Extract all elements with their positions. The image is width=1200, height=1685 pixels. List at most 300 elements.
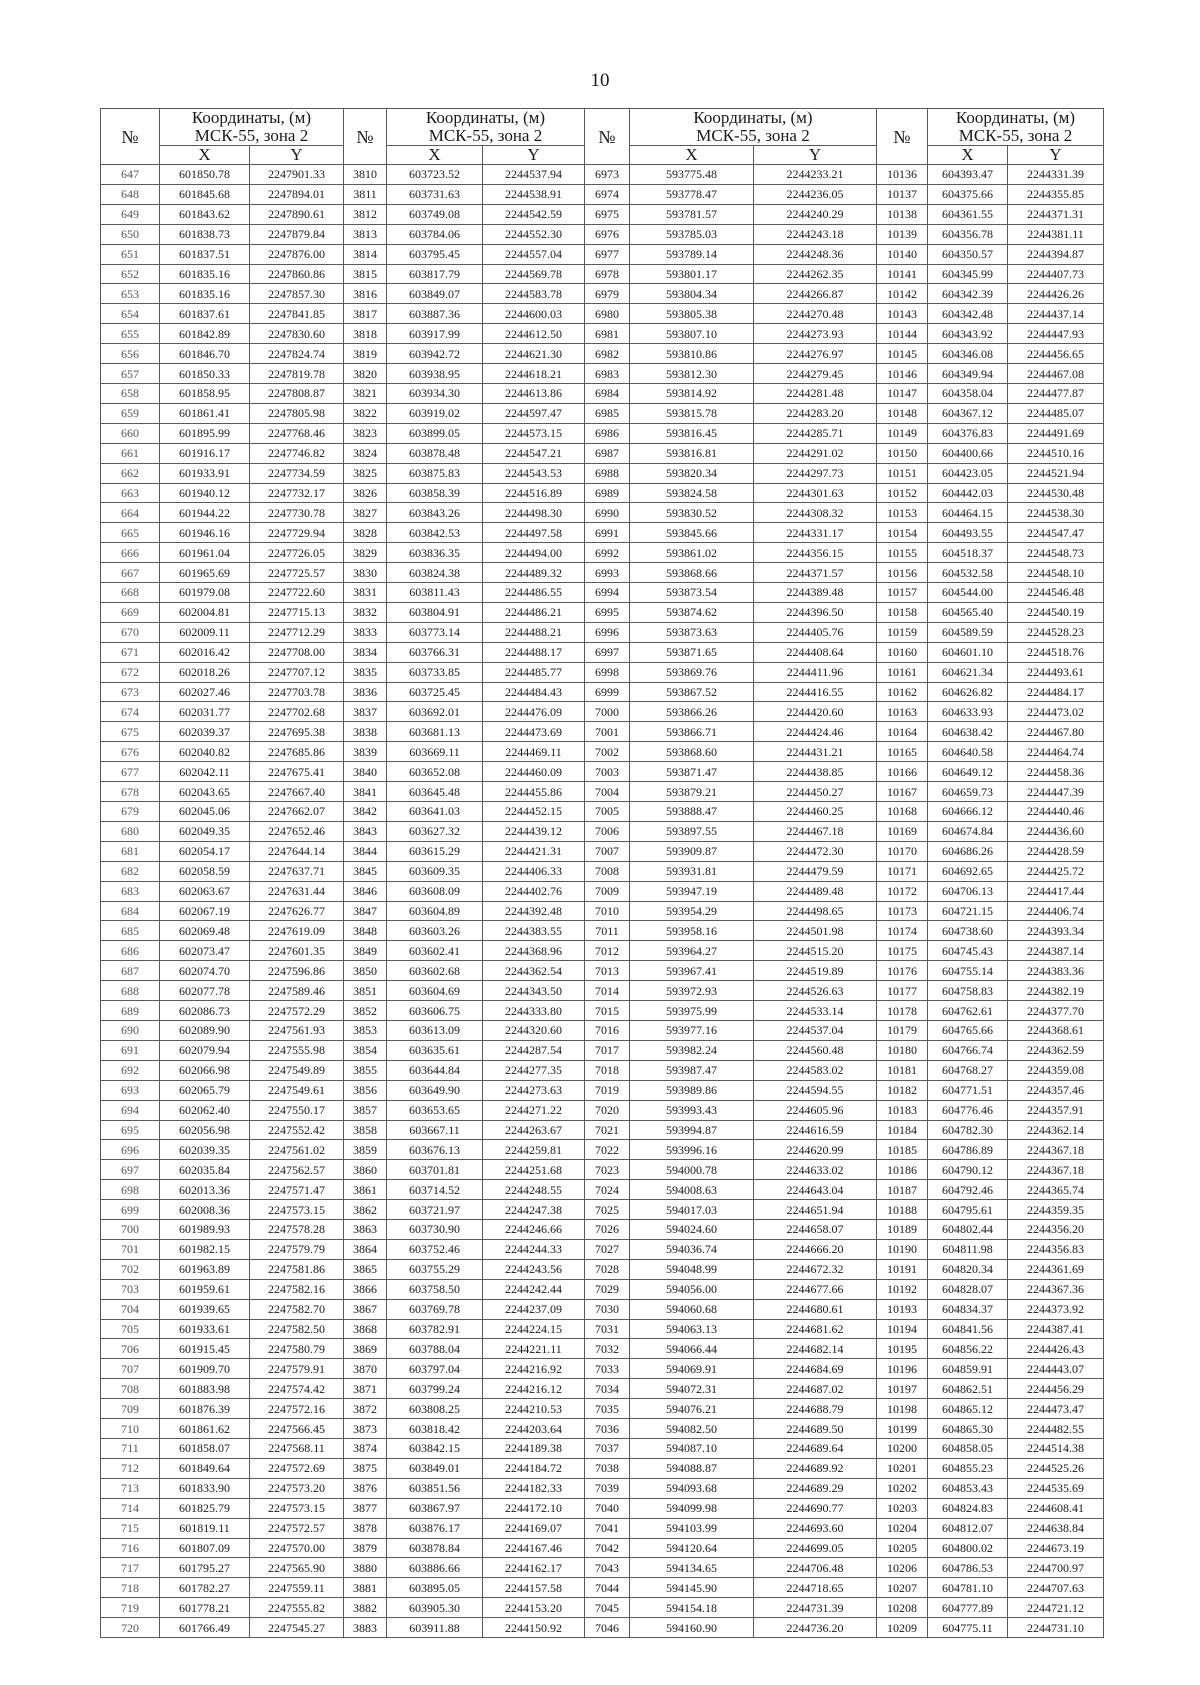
y-coordinate-cell: 2247695.38: [250, 722, 344, 742]
x-coordinate-cell: 601989.93: [160, 1220, 250, 1240]
x-coordinate-cell: 601940.12: [160, 483, 250, 503]
y-coordinate-cell: 2244320.60: [483, 1020, 585, 1040]
y-coordinate-cell: 2244371.57: [754, 563, 877, 583]
y-coordinate-cell: 2244621.30: [483, 344, 585, 364]
point-number-cell: 7009: [585, 881, 630, 901]
y-column-header: Y: [250, 146, 344, 165]
x-coordinate-cell: 601778.21: [160, 1598, 250, 1618]
coordinates-group-header: [630, 109, 877, 146]
point-number-cell: 3811: [344, 184, 387, 204]
x-coordinate-cell: 602077.78: [160, 981, 250, 1001]
x-coordinate-cell: 601895.99: [160, 423, 250, 443]
x-coordinate-cell: 603824.38: [387, 563, 483, 583]
x-coordinate-cell: 601861.62: [160, 1419, 250, 1439]
point-number-cell: 7020: [585, 1100, 630, 1120]
coordinates-table-wrapper: [100, 108, 1103, 1638]
x-coordinate-cell: 603905.30: [387, 1598, 483, 1618]
y-coordinate-cell: 2244248.36: [754, 244, 877, 264]
point-number-cell: 10148: [877, 403, 928, 423]
x-coordinate-cell: 593993.43: [630, 1100, 754, 1120]
point-number-cell: 10161: [877, 662, 928, 682]
point-number-cell: 657: [101, 364, 160, 384]
x-coordinate-cell: 601835.16: [160, 284, 250, 304]
x-coordinate-cell: 594082.50: [630, 1419, 754, 1439]
point-number-cell: 703: [101, 1279, 160, 1299]
point-number-cell: 695: [101, 1120, 160, 1140]
y-coordinate-cell: 2244387.14: [1008, 941, 1104, 961]
x-coordinate-cell: 604828.07: [928, 1279, 1008, 1299]
point-number-cell: 7001: [585, 722, 630, 742]
x-coordinate-cell: 603919.02: [387, 403, 483, 423]
x-coordinate-cell: 594099.98: [630, 1498, 754, 1518]
y-coordinate-cell: 2247580.79: [250, 1339, 344, 1359]
table-row: [101, 1239, 1104, 1259]
table-row: [101, 1538, 1104, 1558]
x-coordinate-cell: 593947.19: [630, 881, 754, 901]
x-coordinate-cell: 594087.10: [630, 1439, 754, 1459]
x-coordinate-cell: 603723.52: [387, 165, 483, 185]
table-row: [101, 1299, 1104, 1319]
y-coordinate-cell: 2247857.30: [250, 284, 344, 304]
table-row: [101, 383, 1104, 403]
y-coordinate-cell: 2244416.55: [754, 682, 877, 702]
y-coordinate-cell: 2244498.30: [483, 503, 585, 523]
x-coordinate-cell: 603911.88: [387, 1618, 483, 1638]
x-coordinate-cell: 603917.99: [387, 324, 483, 344]
table-row: [101, 1598, 1104, 1618]
y-coordinate-cell: 2244243.18: [754, 224, 877, 244]
y-coordinate-cell: 2244271.22: [483, 1100, 585, 1120]
y-coordinate-cell: 2244355.85: [1008, 184, 1104, 204]
table-row: [101, 264, 1104, 284]
x-coordinate-cell: 604376.83: [928, 423, 1008, 443]
x-coordinate-cell: 601807.09: [160, 1538, 250, 1558]
point-number-cell: 10181: [877, 1060, 928, 1080]
point-number-cell: 10147: [877, 383, 928, 403]
y-coordinate-cell: 2244361.69: [1008, 1259, 1104, 1279]
point-number-cell: 706: [101, 1339, 160, 1359]
x-coordinate-cell: 603851.56: [387, 1478, 483, 1498]
y-coordinate-cell: 2244467.80: [1008, 722, 1104, 742]
point-number-cell: 7010: [585, 901, 630, 921]
x-coordinate-cell: 593909.87: [630, 841, 754, 861]
point-number-cell: 654: [101, 304, 160, 324]
point-number-cell: 7015: [585, 1001, 630, 1021]
y-coordinate-cell: 2244382.19: [1008, 981, 1104, 1001]
x-coordinate-cell: 603817.79: [387, 264, 483, 284]
table-row: [101, 1080, 1104, 1100]
x-coordinate-cell: 604777.89: [928, 1598, 1008, 1618]
x-coordinate-cell: 603849.01: [387, 1458, 483, 1478]
y-coordinate-cell: 2244600.03: [483, 304, 585, 324]
point-number-cell: 3832: [344, 602, 387, 622]
y-coordinate-cell: 2244406.74: [1008, 901, 1104, 921]
point-number-cell: 10209: [877, 1618, 928, 1638]
point-number-cell: 3817: [344, 304, 387, 324]
y-coordinate-cell: 2244285.71: [754, 423, 877, 443]
table-row: [101, 1180, 1104, 1200]
point-number-cell: 3815: [344, 264, 387, 284]
table-row: [101, 1439, 1104, 1459]
x-coordinate-cell: 601858.07: [160, 1439, 250, 1459]
x-coordinate-cell: 593897.55: [630, 821, 754, 841]
point-number-cell: 3833: [344, 622, 387, 642]
x-coordinate-cell: 594036.74: [630, 1239, 754, 1259]
y-coordinate-cell: 2244476.09: [483, 702, 585, 722]
table-row: [101, 284, 1104, 304]
point-number-cell: 7036: [585, 1419, 630, 1439]
y-coordinate-cell: 2244479.59: [754, 861, 877, 881]
table-row: [101, 1020, 1104, 1040]
point-number-cell: 3856: [344, 1080, 387, 1100]
point-number-cell: 664: [101, 503, 160, 523]
y-coordinate-cell: 2247715.13: [250, 602, 344, 622]
y-coordinate-cell: 2244473.02: [1008, 702, 1104, 722]
point-number-cell: 7008: [585, 861, 630, 881]
y-coordinate-cell: 2244368.96: [483, 941, 585, 961]
point-number-cell: 3841: [344, 782, 387, 802]
y-coordinate-cell: 2244501.98: [754, 921, 877, 941]
point-number-cell: 10193: [877, 1299, 928, 1319]
x-coordinate-cell: 604356.78: [928, 224, 1008, 244]
point-number-cell: 3865: [344, 1259, 387, 1279]
y-coordinate-cell: 2244426.43: [1008, 1339, 1104, 1359]
x-coordinate-cell: 604856.22: [928, 1339, 1008, 1359]
coordinates-table: [100, 108, 1104, 1638]
x-coordinate-cell: 603797.04: [387, 1359, 483, 1379]
point-number-cell: 3861: [344, 1180, 387, 1200]
point-number-cell: 685: [101, 921, 160, 941]
y-coordinate-cell: 2244301.63: [754, 483, 877, 503]
point-number-cell: 687: [101, 961, 160, 981]
y-coordinate-cell: 2247890.61: [250, 204, 344, 224]
x-coordinate-cell: 594063.13: [630, 1319, 754, 1339]
point-number-cell: 10145: [877, 344, 928, 364]
x-coordinate-cell: 593830.52: [630, 503, 754, 523]
table-row: [101, 1399, 1104, 1419]
x-coordinate-cell: 593954.29: [630, 901, 754, 921]
x-coordinate-cell: 604775.11: [928, 1618, 1008, 1638]
x-coordinate-cell: 593807.10: [630, 324, 754, 344]
x-coordinate-cell: 604358.04: [928, 383, 1008, 403]
x-coordinate-cell: 593866.26: [630, 702, 754, 722]
y-coordinate-cell: 2244357.91: [1008, 1100, 1104, 1120]
x-coordinate-cell: 593816.81: [630, 443, 754, 463]
point-number-cell: 667: [101, 563, 160, 583]
x-coordinate-cell: 602062.40: [160, 1100, 250, 1120]
num-column-header: №: [344, 109, 387, 165]
y-coordinate-cell: 2244519.89: [754, 961, 877, 981]
y-coordinate-cell: 2247589.46: [250, 981, 344, 1001]
point-number-cell: 7018: [585, 1060, 630, 1080]
x-coordinate-cell: 604745.43: [928, 941, 1008, 961]
point-number-cell: 3821: [344, 383, 387, 403]
point-number-cell: 10156: [877, 563, 928, 583]
y-coordinate-cell: 2247675.41: [250, 762, 344, 782]
x-coordinate-cell: 604400.66: [928, 443, 1008, 463]
y-coordinate-cell: 2247901.33: [250, 165, 344, 185]
y-coordinate-cell: 2244488.21: [483, 622, 585, 642]
point-number-cell: 3875: [344, 1458, 387, 1478]
x-coordinate-cell: 593868.66: [630, 563, 754, 583]
x-coordinate-cell: 604659.73: [928, 782, 1008, 802]
num-column-header: №: [585, 109, 630, 165]
point-number-cell: 3820: [344, 364, 387, 384]
point-number-cell: 679: [101, 802, 160, 822]
y-coordinate-cell: 2244359.08: [1008, 1060, 1104, 1080]
y-coordinate-cell: 2244331.39: [1008, 165, 1104, 185]
x-coordinate-cell: 603692.01: [387, 702, 483, 722]
y-coordinate-cell: 2244157.58: [483, 1578, 585, 1598]
y-coordinate-cell: 2244251.68: [483, 1160, 585, 1180]
y-coordinate-cell: 2247573.20: [250, 1478, 344, 1498]
x-coordinate-cell: 602043.65: [160, 782, 250, 802]
point-number-cell: 10163: [877, 702, 928, 722]
y-coordinate-cell: 2244552.30: [483, 224, 585, 244]
y-coordinate-cell: 2244450.27: [754, 782, 877, 802]
y-coordinate-cell: 2247894.01: [250, 184, 344, 204]
point-number-cell: 10196: [877, 1359, 928, 1379]
point-number-cell: 7016: [585, 1020, 630, 1040]
y-coordinate-cell: 2244162.17: [483, 1558, 585, 1578]
point-number-cell: 10138: [877, 204, 928, 224]
x-coordinate-cell: 602039.37: [160, 722, 250, 742]
x-coordinate-cell: 593812.30: [630, 364, 754, 384]
point-number-cell: 660: [101, 423, 160, 443]
point-number-cell: 6994: [585, 583, 630, 603]
y-coordinate-cell: 2244528.23: [1008, 622, 1104, 642]
x-coordinate-cell: 601883.98: [160, 1379, 250, 1399]
table-row: [101, 821, 1104, 841]
point-number-cell: 717: [101, 1558, 160, 1578]
point-number-cell: 3867: [344, 1299, 387, 1319]
y-coordinate-cell: 2244456.65: [1008, 344, 1104, 364]
x-coordinate-cell: 602079.94: [160, 1040, 250, 1060]
point-number-cell: 6995: [585, 602, 630, 622]
point-number-cell: 10177: [877, 981, 928, 1001]
table-row: [101, 184, 1104, 204]
x-coordinate-cell: 604765.66: [928, 1020, 1008, 1040]
x-coordinate-cell: 602073.47: [160, 941, 250, 961]
y-coordinate-cell: 2247732.17: [250, 483, 344, 503]
point-number-cell: 690: [101, 1020, 160, 1040]
x-coordinate-cell: 602054.17: [160, 841, 250, 861]
point-number-cell: 10166: [877, 762, 928, 782]
x-coordinate-cell: 602035.84: [160, 1160, 250, 1180]
y-coordinate-cell: 2244546.48: [1008, 583, 1104, 603]
y-coordinate-cell: 2244538.91: [483, 184, 585, 204]
y-coordinate-cell: 2244605.96: [754, 1100, 877, 1120]
point-number-cell: 10191: [877, 1259, 928, 1279]
x-coordinate-cell: 593972.93: [630, 981, 754, 1001]
y-coordinate-cell: 2244731.39: [754, 1598, 877, 1618]
x-coordinate-cell: 601915.45: [160, 1339, 250, 1359]
point-number-cell: 3853: [344, 1020, 387, 1040]
point-number-cell: 10208: [877, 1598, 928, 1618]
point-number-cell: 669: [101, 602, 160, 622]
y-coordinate-cell: 2247652.46: [250, 821, 344, 841]
x-coordinate-cell: 604795.61: [928, 1200, 1008, 1220]
y-coordinate-cell: 2244612.50: [483, 324, 585, 344]
x-coordinate-cell: 601837.51: [160, 244, 250, 264]
x-coordinate-cell: 604674.84: [928, 821, 1008, 841]
coordinates-group-header: [387, 109, 585, 146]
y-coordinate-cell: 2244331.17: [754, 523, 877, 543]
x-coordinate-cell: 601842.89: [160, 324, 250, 344]
table-row: [101, 921, 1104, 941]
y-coordinate-cell: 2244498.65: [754, 901, 877, 921]
point-number-cell: 6993: [585, 563, 630, 583]
point-number-cell: 10164: [877, 722, 928, 742]
y-coordinate-cell: 2244569.78: [483, 264, 585, 284]
y-coordinate-cell: 2247734.59: [250, 463, 344, 483]
x-coordinate-cell: 601963.89: [160, 1259, 250, 1279]
point-number-cell: 10180: [877, 1040, 928, 1060]
point-number-cell: 10149: [877, 423, 928, 443]
y-coordinate-cell: 2244477.87: [1008, 383, 1104, 403]
x-coordinate-cell: 603676.13: [387, 1140, 483, 1160]
y-coordinate-cell: 2247572.69: [250, 1458, 344, 1478]
y-coordinate-cell: 2247550.17: [250, 1100, 344, 1120]
y-coordinate-cell: 2244210.53: [483, 1399, 585, 1419]
point-number-cell: 3880: [344, 1558, 387, 1578]
x-coordinate-cell: 602056.98: [160, 1120, 250, 1140]
x-coordinate-cell: 594160.90: [630, 1618, 754, 1638]
y-coordinate-cell: 2244689.50: [754, 1419, 877, 1439]
point-number-cell: 6973: [585, 165, 630, 185]
x-coordinate-cell: 593967.41: [630, 961, 754, 981]
y-coordinate-cell: 2244540.19: [1008, 602, 1104, 622]
point-number-cell: 651: [101, 244, 160, 264]
point-number-cell: 3846: [344, 881, 387, 901]
y-coordinate-cell: 2244405.76: [754, 622, 877, 642]
y-coordinate-cell: 2247876.00: [250, 244, 344, 264]
x-coordinate-cell: 603799.24: [387, 1379, 483, 1399]
x-coordinate-cell: 603681.13: [387, 722, 483, 742]
point-number-cell: 6985: [585, 403, 630, 423]
y-coordinate-cell: 2247579.91: [250, 1359, 344, 1379]
x-coordinate-cell: 604820.34: [928, 1259, 1008, 1279]
point-number-cell: 10154: [877, 523, 928, 543]
x-coordinate-cell: 603603.26: [387, 921, 483, 941]
y-coordinate-cell: 2244542.59: [483, 204, 585, 224]
point-number-cell: 6979: [585, 284, 630, 304]
y-coordinate-cell: 2244721.12: [1008, 1598, 1104, 1618]
x-coordinate-cell: 593982.24: [630, 1040, 754, 1060]
point-number-cell: 686: [101, 941, 160, 961]
y-coordinate-cell: 2244279.45: [754, 364, 877, 384]
point-number-cell: 7005: [585, 802, 630, 822]
coordinates-header-line2: МСК-55, зона 2: [696, 126, 810, 145]
y-coordinate-cell: 2247581.86: [250, 1259, 344, 1279]
y-coordinate-cell: 2244216.92: [483, 1359, 585, 1379]
table-row: [101, 622, 1104, 642]
y-coordinate-cell: 2244439.12: [483, 821, 585, 841]
y-coordinate-cell: 2244224.15: [483, 1319, 585, 1339]
y-coordinate-cell: 2247579.79: [250, 1239, 344, 1259]
point-number-cell: 670: [101, 622, 160, 642]
x-coordinate-cell: 604802.44: [928, 1220, 1008, 1240]
x-coordinate-cell: 603608.09: [387, 881, 483, 901]
y-coordinate-cell: 2244421.31: [483, 841, 585, 861]
y-coordinate-cell: 2244547.47: [1008, 523, 1104, 543]
point-number-cell: 3816: [344, 284, 387, 304]
point-number-cell: 10170: [877, 841, 928, 861]
x-coordinate-cell: 604375.66: [928, 184, 1008, 204]
x-coordinate-cell: 594066.44: [630, 1339, 754, 1359]
y-coordinate-cell: 2247685.86: [250, 742, 344, 762]
y-coordinate-cell: 2247545.27: [250, 1618, 344, 1638]
x-coordinate-cell: 601946.16: [160, 523, 250, 543]
x-coordinate-cell: 601782.27: [160, 1578, 250, 1598]
point-number-cell: 6996: [585, 622, 630, 642]
point-number-cell: 3814: [344, 244, 387, 264]
y-coordinate-cell: 2244437.14: [1008, 304, 1104, 324]
point-number-cell: 6990: [585, 503, 630, 523]
point-number-cell: 10158: [877, 602, 928, 622]
point-number-cell: 10137: [877, 184, 928, 204]
y-coordinate-cell: 2244736.20: [754, 1618, 877, 1638]
point-number-cell: 7002: [585, 742, 630, 762]
y-coordinate-cell: 2247746.82: [250, 443, 344, 463]
point-number-cell: 7043: [585, 1558, 630, 1578]
y-coordinate-cell: 2247730.78: [250, 503, 344, 523]
y-coordinate-cell: 2244406.33: [483, 861, 585, 881]
point-number-cell: 3882: [344, 1598, 387, 1618]
x-coordinate-cell: 603755.29: [387, 1259, 483, 1279]
y-coordinate-cell: 2244182.33: [483, 1478, 585, 1498]
table-row: [101, 1339, 1104, 1359]
y-coordinate-cell: 2244469.11: [483, 742, 585, 762]
y-coordinate-cell: 2244270.48: [754, 304, 877, 324]
y-coordinate-cell: 2244658.07: [754, 1220, 877, 1240]
point-number-cell: 661: [101, 443, 160, 463]
y-coordinate-cell: 2244493.61: [1008, 662, 1104, 682]
x-coordinate-cell: 603878.48: [387, 443, 483, 463]
x-coordinate-cell: 594017.03: [630, 1200, 754, 1220]
point-number-cell: 3868: [344, 1319, 387, 1339]
x-coordinate-cell: 604853.43: [928, 1478, 1008, 1498]
point-number-cell: 10144: [877, 324, 928, 344]
point-number-cell: 10175: [877, 941, 928, 961]
x-coordinate-cell: 593994.87: [630, 1120, 754, 1140]
table-row: [101, 1578, 1104, 1598]
point-number-cell: 678: [101, 782, 160, 802]
x-coordinate-cell: 601835.16: [160, 264, 250, 284]
y-coordinate-cell: 2247808.87: [250, 383, 344, 403]
y-coordinate-cell: 2247565.90: [250, 1558, 344, 1578]
y-coordinate-cell: 2244424.46: [754, 722, 877, 742]
x-coordinate-cell: 593801.17: [630, 264, 754, 284]
y-coordinate-cell: 2247555.82: [250, 1598, 344, 1618]
y-coordinate-cell: 2247561.02: [250, 1140, 344, 1160]
x-coordinate-cell: 604812.07: [928, 1518, 1008, 1538]
point-number-cell: 3830: [344, 563, 387, 583]
point-number-cell: 7000: [585, 702, 630, 722]
x-coordinate-cell: 603721.97: [387, 1200, 483, 1220]
x-coordinate-cell: 604346.08: [928, 344, 1008, 364]
point-number-cell: 3854: [344, 1040, 387, 1060]
coordinates-header-line1: Координаты, (м): [693, 108, 813, 127]
table-row: [101, 344, 1104, 364]
x-coordinate-cell: 604638.42: [928, 722, 1008, 742]
coordinates-group-header: [928, 109, 1104, 146]
x-coordinate-cell: 603876.17: [387, 1518, 483, 1538]
point-number-cell: 6976: [585, 224, 630, 244]
y-coordinate-cell: 2244440.46: [1008, 802, 1104, 822]
y-coordinate-cell: 2244489.32: [483, 563, 585, 583]
x-coordinate-cell: 594056.00: [630, 1279, 754, 1299]
